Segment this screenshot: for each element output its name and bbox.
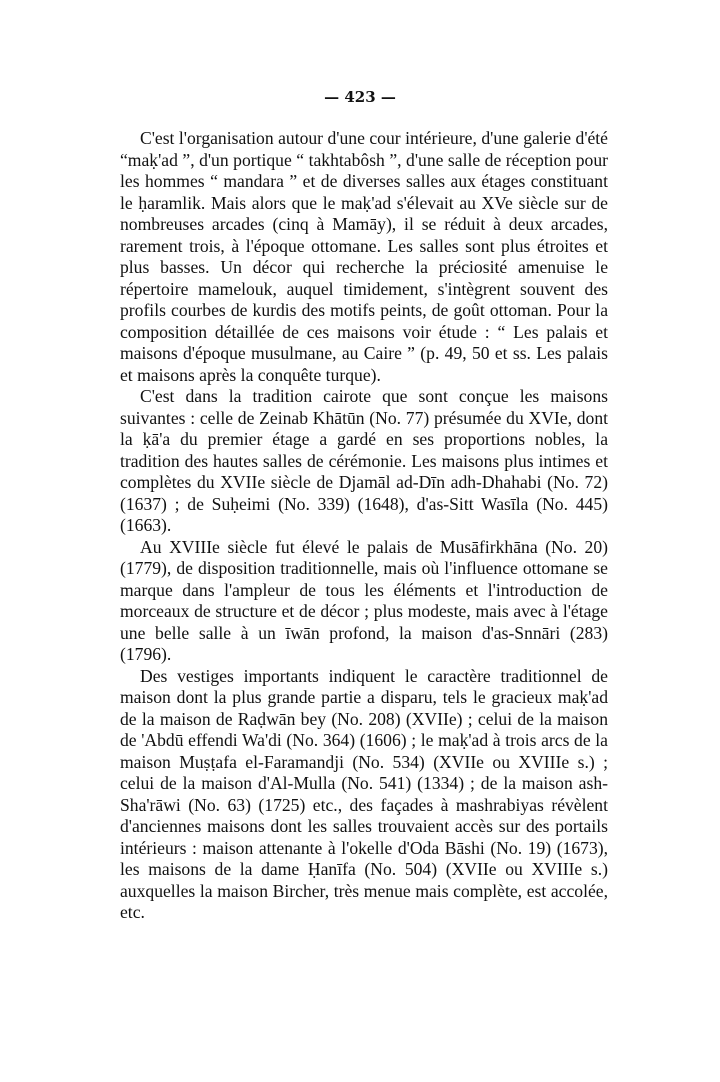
paragraph-1: C'est l'organisation autour d'une cour intérieure, d'une galerie d'été “maḳ'ad ”, d'un portique “ takhtabôsh ”, d'une salle de réception pour les hommes “ mandara ” et de diverses salles aux étages constituant le ḥaramlik. Mais alors que le maḳ'ad s'élevait au XVe siècle sur de nombreuses arcades (cinq à Mamāy), il se réduit à deux arcades, rarement trois, à l'époque ottomane. Les salles sont plus étroites et plus basses. Un décor qui recherche la préciosité amenuise le répertoire mamelouk, auquel timidement, s'intègrent souvent des profils courbes de kurdis des motifs peints, de goût ottoman. Pour la composition détaillée de ces maisons voir étude : “ Les palais et maisons d'époque musulmane, au Caire ” (p. 49, 50 et ss. Les palais et maisons après la conquête turque). xyxy=(120,128,608,385)
paragraph-4: Des vestiges importants indiquent le caractère traditionnel de maison dont la plus grande partie a disparu, tels le gracieux maḳ'ad de la maison de Raḍwān bey (No. 208) (XVIIe) ; celui de la maison de 'Abdū effendi Wa'di (No. 364) (1606) ; le maḳ'ad à trois arcs de la maison Muṣṭafa el-Faramandji (No. 534) (XVIIe ou XVIIIe s.) ; celui de la maison d'Al-Mulla (No. 541) (1334) ; de la maison ash-Sha'rāwi (No. 63) (1725) etc., des façades à mashrabiyas révèlent d'anciennes maisons dont les salles trouvaient accès sur des portails intérieurs : maison attenante à l'okelle d'Oda Bāshi (No. 19) (1673), les maisons de la dame Ḥanīfa (No. 504) (XVIIe ou XVIIIe s.) auxquelles la maison Bircher, très menue mais complète, est accolée, etc. xyxy=(120,665,608,922)
page-number: — 423 — xyxy=(324,88,396,106)
body-text xyxy=(120,128,608,924)
paragraph-2: C'est dans la tradition cairote que sont conçue les maisons suivantes : celle de Zeinab Khātūn (No. 77) présumée du XVIe, dont la ḳā'a du premier étage a gardé en ses proportions nobles, la tradition des hautes salles de cérémonie. Les maisons plus intimes et complètes du XVIIe siècle de Djamāl ad-Dīn adh-Dhahabi (No. 72) (1637) ; de Suḥeimi (No. 339) (1648), d'as-Sitt Wasīla (No. 445) (1663). xyxy=(120,386,608,535)
paragraph-3: Au XVIIIe siècle fut élevé le palais de Musāfirkhāna (No. 20) (1779), de disposition traditionnelle, mais où l'influence ottomane se marque dans l'ampleur de tous les éléments et l'introduction de morceaux de structure et de décor ; plus modeste, mais avec à l'étage une belle salle à un īwān profond, la maison d'as-Snnāri (283) (1796). xyxy=(120,536,608,664)
